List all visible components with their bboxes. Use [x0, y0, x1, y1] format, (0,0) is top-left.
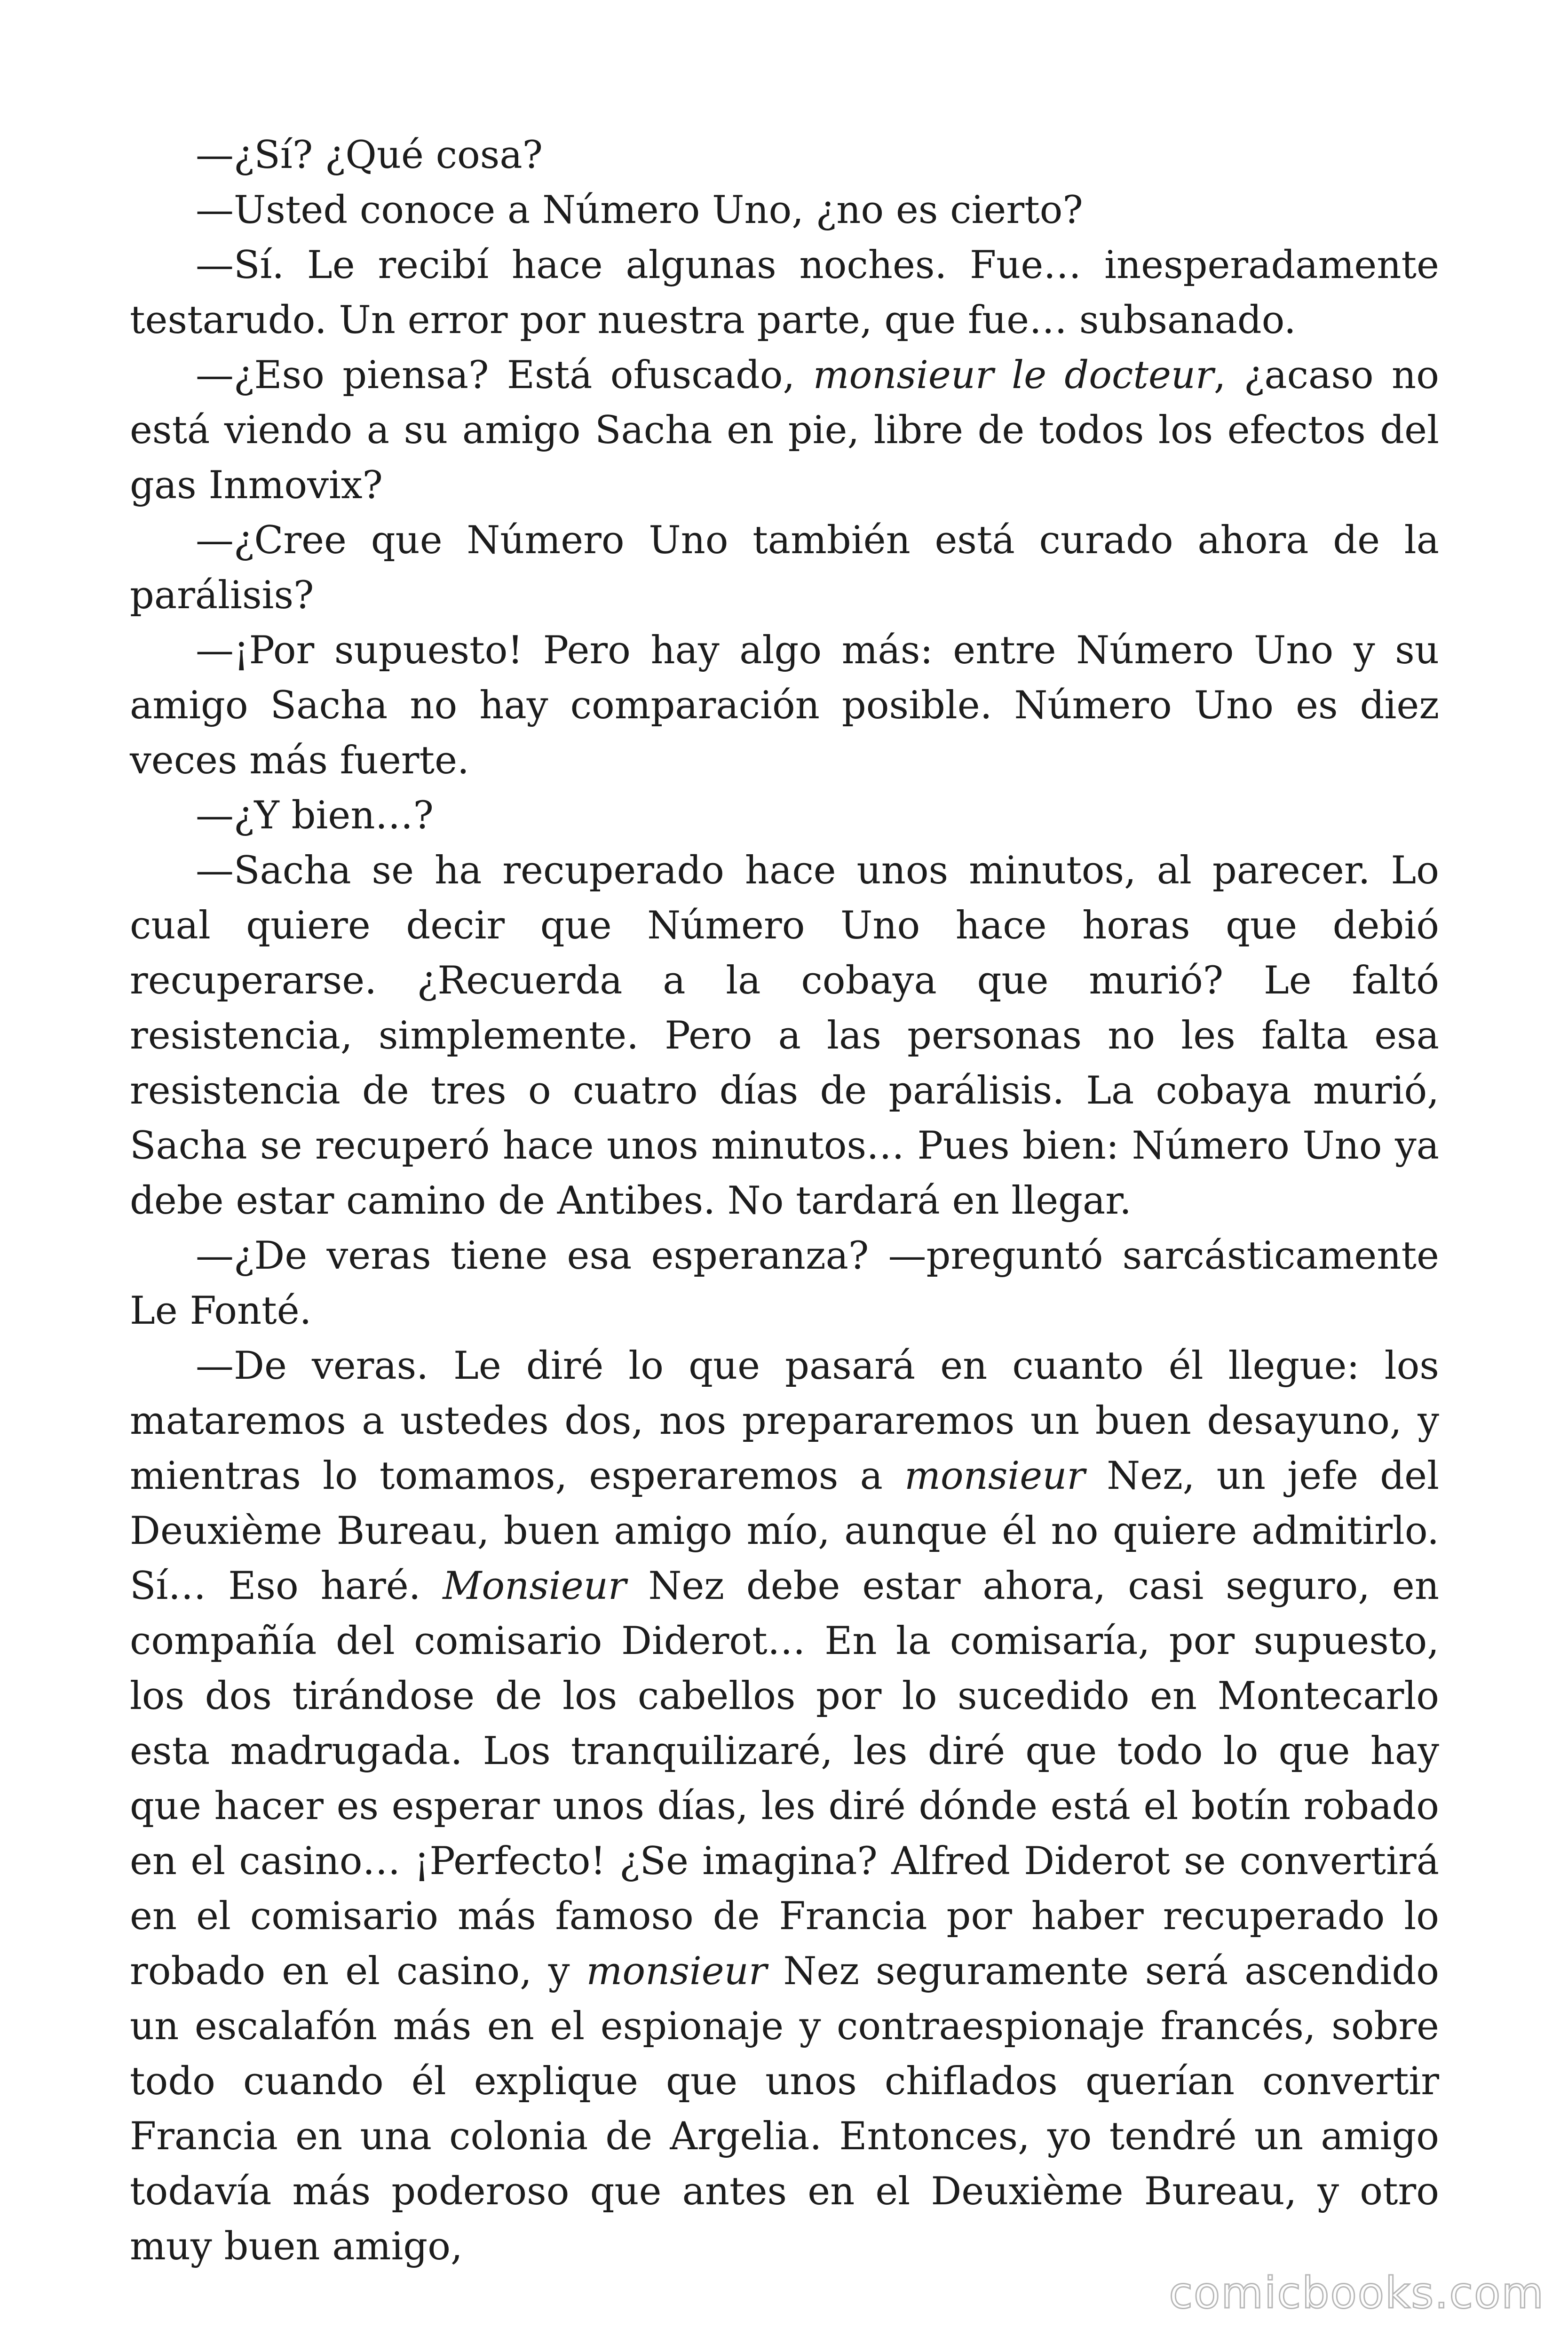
text-run: —Sacha se ha recuperado hace unos minutos, al parecer. Lo cual quiere decir que Número Uno hace horas que debió recuperarse. ¿Recuerda a la cobaya que murió? Le faltó resistencia, simplemente. Pero a las personas no les falta esa resistencia de tres o cuatro días de parálisis. La cobaya murió, Sacha se recuperó hace unos minutos… Pues bien: Número Uno ya debe estar camino de Antibes. No tardará en llegar. — [130, 849, 1439, 1223]
paragraph — [130, 843, 1439, 1229]
italic-text-run: monsieur — [586, 1949, 767, 1994]
text-run: Nez, un jefe del Deuxième Bureau, buen amigo mío, aunque él no quiere admitirlo. Sí… Eso haré. — [130, 1454, 1439, 1608]
text-run: —¿Sí? ¿Qué cosa? — [196, 133, 543, 177]
text-run: , ¿acaso no está viendo a su amigo Sacha en pie, libre de todos los efectos del gas Inmovix? — [130, 353, 1439, 508]
italic-text-run: Monsieur — [443, 1564, 626, 1608]
paragraph — [130, 788, 1439, 843]
text-run: —Usted conoce a Número Uno, ¿no es cierto? — [196, 188, 1083, 232]
paragraph — [130, 348, 1439, 513]
paragraph — [130, 1229, 1439, 1339]
text-run: —¿De veras tiene esa esperanza? —preguntó sarcásticamente Le Fonté. — [130, 1234, 1439, 1333]
paragraph — [130, 238, 1439, 348]
watermark: comicbooks.com — [1169, 2268, 1544, 2318]
paragraph — [130, 513, 1439, 623]
text-run: —¿Eso piensa? Está ofuscado, — [196, 353, 813, 397]
paragraph — [130, 128, 1439, 183]
text-run: Nez seguramente será ascendido un escalafón más en el espionaje y contraespionaje francés, sobre todo cuando él explique que unos chiflados querían convertir Francia en una colonia de Argelia. Entonces, yo tendré un amigo todavía más poderoso que antes en el Deuxième Bureau, y otro muy buen amigo, — [130, 1949, 1439, 2269]
paragraph — [130, 183, 1439, 238]
text-run: —Sí. Le recibí hace algunas noches. Fue… inesperadamente testarudo. Un error por nuestra parte, que fue… subsanado. — [130, 243, 1439, 342]
page-text — [130, 128, 1439, 2274]
italic-text-run: monsieur — [904, 1454, 1085, 1498]
text-run: —¿Y bien…? — [196, 794, 434, 838]
italic-text-run: monsieur le docteur — [813, 353, 1214, 397]
text-run: —¡Por supuesto! Pero hay algo más: entre Número Uno y su amigo Sacha no hay comparación posible. Número Uno es diez veces más fuerte. — [130, 628, 1439, 783]
text-run: —De veras. Le diré lo que pasará en cuanto él llegue: los mataremos a ustedes dos, nos prepararemos un buen desayuno, y mientras lo tomamos, esperaremos a — [130, 1344, 1439, 1498]
paragraph — [130, 623, 1439, 788]
text-run: —¿Cree que Número Uno también está curado ahora de la parálisis? — [130, 518, 1439, 618]
paragraph — [130, 1339, 1439, 2274]
text-run: Nez debe estar ahora, casi seguro, en compañía del comisario Diderot… En la comisaría, por supuesto, los dos tirándose de los cabellos por lo sucedido en Montecarlo esta madrugada. Los tranquilizaré, les diré que todo lo que hay que hacer es esperar unos días, les diré dónde está el botín robado en el casino… ¡Perfecto! ¿Se imagina? Alfred Diderot se convertirá en el comisario más famoso de Francia por haber recuperado lo robado en el casino, y — [130, 1564, 1439, 1994]
